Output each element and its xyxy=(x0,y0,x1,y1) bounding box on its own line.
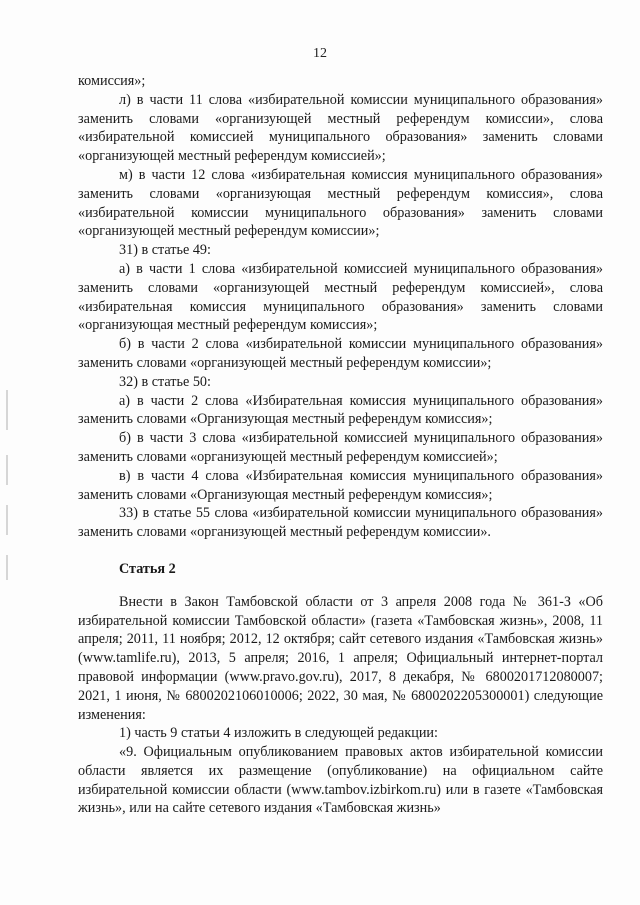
scan-artifact xyxy=(6,505,8,535)
paragraph: 33) в статье 55 слова «избирательной комиссии муниципального образования» заменить словами «организующей местный референдум комиссии». xyxy=(78,505,603,541)
paragraph: а) в части 1 слова «избирательной комиссией муниципального образования» заменить словами «организующей местный референдум комиссией», слова «избирательная комиссия муниципального образования» заменить словами «организующая местный референдум комиссия»; xyxy=(78,260,603,334)
paragraph: «9. Официальным опубликованием правовых актов избирательной комиссии области является их размещение (опубликование) на официальном сайте избирательной комиссии области (www.tambov.izbirkom.ru) или в газете «Тамбовская жизнь», или на сайте сетевого издания «Тамбовская жизнь» xyxy=(78,744,603,817)
paragraph: 32) в статье 50: xyxy=(119,373,211,390)
paragraph: а) в части 2 слова «Избирательная комиссия муниципального образования» заменить словами «Организующая местный референдум комиссия»; xyxy=(78,392,603,428)
paragraph: 1) часть 9 статьи 4 изложить в следующей редакции: xyxy=(119,725,438,742)
scan-artifact xyxy=(6,390,8,430)
paragraph: в) в части 4 слова «Избирательная комиссия муниципального образования» заменить словами «Организующая местный референдум комиссия»; xyxy=(78,467,603,503)
paragraph: м) в части 12 слова «избирательная комиссия муниципального образования» заменить словами «организующая местный референдум комиссия», слова «избирательной комиссии муниципального образования» заменить словами «организующей местный референдум комиссии»; xyxy=(78,166,603,240)
page-number: 12 xyxy=(313,46,327,61)
document-body xyxy=(78,72,603,818)
paragraph: комиссия»; xyxy=(78,73,146,89)
paragraph: Внести в Закон Тамбовской области от 3 апреля 2008 года № 361-З «Об избирательной комиссии Тамбовской области» (газета «Тамбовская жизнь», 2008, 11 апреля; 2011, 11 ноября; 2012, 12 октября; сайт сетевого издания «Тамбовская жизнь» (www.tamlife.ru), 2013, 5 апреля; 2016, 1 апреля; Официальный интернет-портал правовой информации (www.pravo.gov.ru), 2017, 8 декабря, № 6800201712080007; 2021, 1 июня, № 6800202106010006; 2022, 30 мая, № 6800202205300001) следующие изменения: xyxy=(78,593,603,723)
scan-artifact xyxy=(6,455,8,485)
paragraph: б) в части 2 слова «избирательной комиссии муниципального образования» заменить словами «организующей местный референдум комиссии»; xyxy=(78,336,603,371)
article-heading: Статья 2 xyxy=(119,560,176,577)
paragraph: б) в части 3 слова «избирательной комиссией муниципального образования» заменить словами «организующей местный референдум комиссией»; xyxy=(78,430,603,465)
scan-artifact xyxy=(6,555,8,580)
paragraph: 31) в статье 49: xyxy=(119,242,211,259)
paragraph: л) в части 11 слова «избирательной комиссии муниципального образования» заменить словами «организующей местный референдум комиссии», слова «избирательной комиссией муниципального образования» заменить словами «организующей местный референдум комиссией»; xyxy=(78,91,603,165)
